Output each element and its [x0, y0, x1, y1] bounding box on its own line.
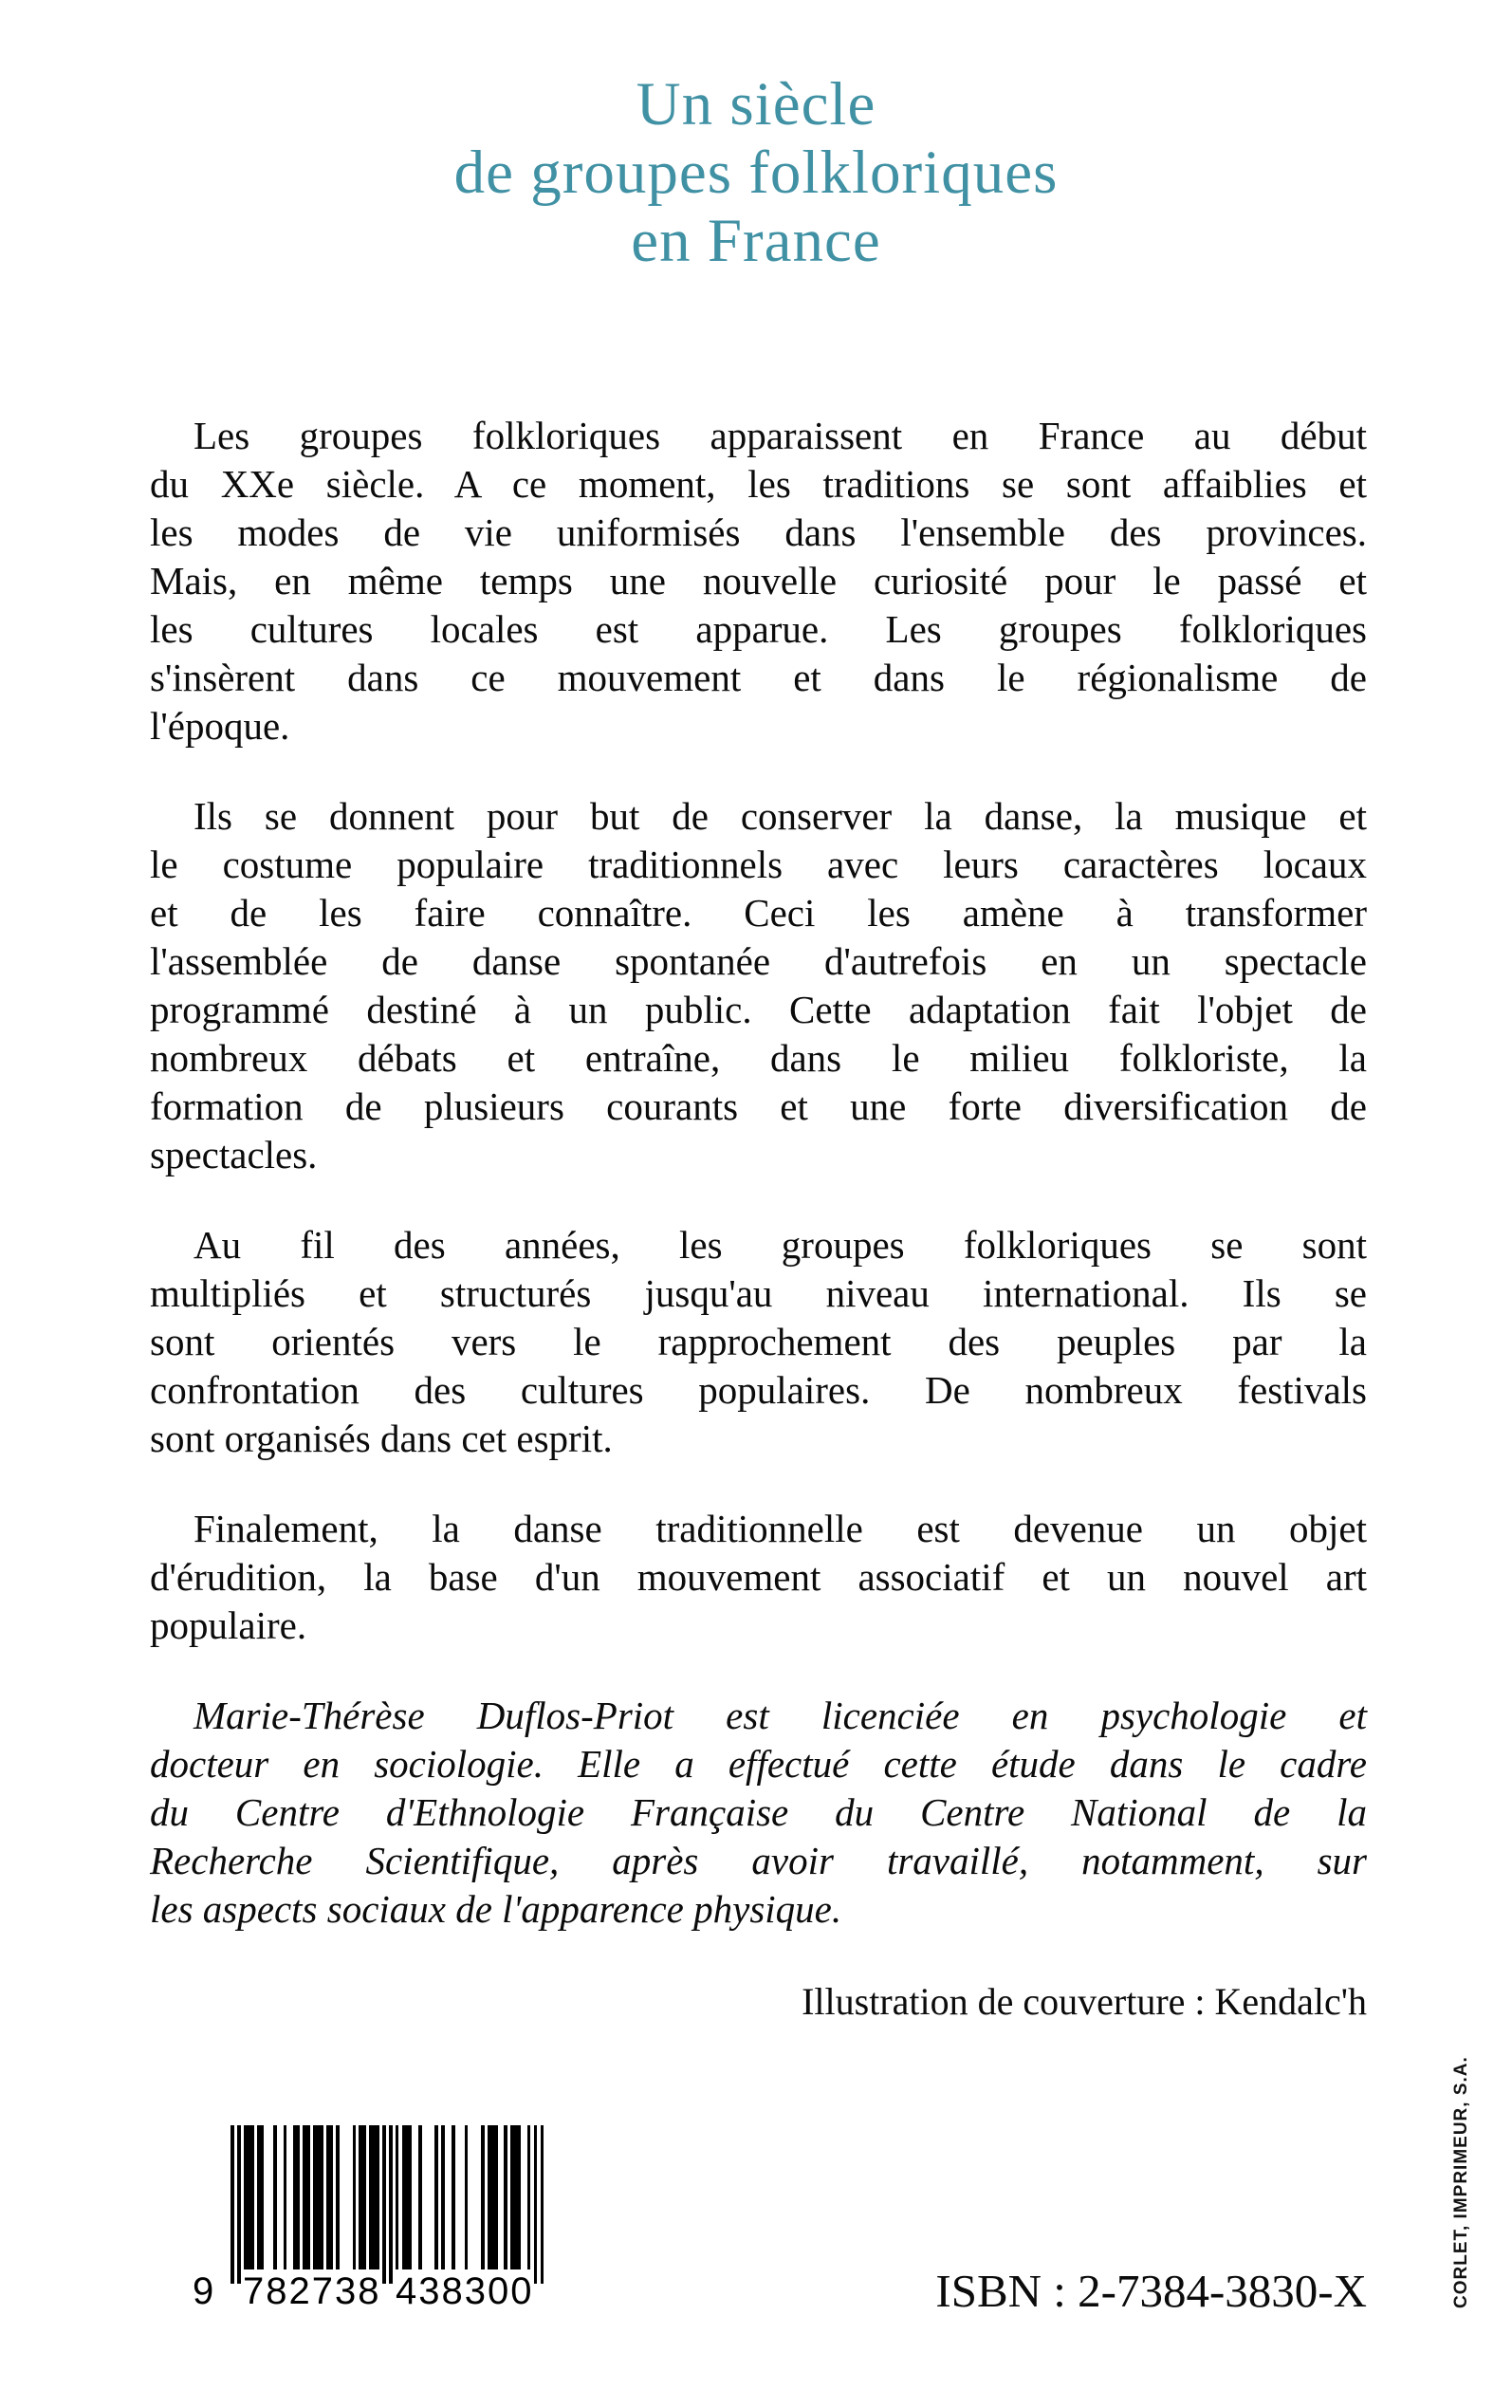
title-line-3: en France [631, 207, 881, 275]
text-line: Marie-Thérèse Duflos-Priot est licenciée en psychologie et [194, 1694, 1367, 1737]
barcode-bar [396, 2125, 399, 2269]
text-line: programmé destiné à un public. Cette adaptation fait l'objet de [150, 988, 1367, 1031]
paragraph [150, 1221, 1367, 1463]
text-line: du Centre d'Ethnologie Française du Centre National de la [150, 1790, 1367, 1834]
title-line-1: Un siècle [636, 70, 876, 139]
text-line: sont organisés dans cet esprit. [150, 1417, 613, 1460]
barcode-bar [527, 2125, 531, 2269]
text-line: formation de plusieurs courants et une forte diversification de [150, 1084, 1367, 1128]
text-line: Au fil des années, les groupes folkloriques se sont [194, 1223, 1367, 1267]
cover-illustration-credit: Illustration de couverture : Kendalc'h [802, 1980, 1367, 2023]
barcode-bar [260, 2125, 264, 2269]
text-line: et de les faire connaître. Ceci les amène à transformer [150, 891, 1367, 935]
text-line: spectacles. [150, 1133, 318, 1176]
barcode-bar [382, 2125, 386, 2284]
barcode-bar [329, 2125, 333, 2269]
isbn-label: ISBN : 2-7384-3830-X [935, 2265, 1367, 2317]
barcode-bar [250, 2125, 254, 2269]
barcode-bar [452, 2125, 455, 2269]
barcode-bar [336, 2125, 340, 2269]
text-line: les cultures locales est apparue. Les groupes folkloriques [150, 607, 1367, 651]
text-line: confrontation des cultures populaires. De nombreux festivals [150, 1368, 1367, 1412]
text-line: Mais, en même temps une nouvelle curiosité pour le passé et [150, 559, 1367, 602]
ean-barcode [193, 2125, 544, 2315]
barcode-bar [284, 2125, 287, 2269]
barcode-bar [434, 2125, 438, 2269]
text-line: Ils se donnent pour but de conserver la danse, la musique et [194, 794, 1367, 838]
text-line: s'insèrent dans ce mouvement et dans le régionalisme de [150, 656, 1367, 699]
barcode-bar [296, 2125, 300, 2269]
paragraph [150, 792, 1367, 1179]
text-line: docteur en sociologie. Elle a effectué cette étude dans le cadre [150, 1742, 1367, 1786]
barcode-bar [273, 2125, 277, 2269]
paragraph [150, 1692, 1367, 1934]
barcode-bar [541, 2125, 544, 2284]
text-line: le costume populaire traditionnels avec leurs caractères locaux [150, 843, 1367, 886]
text-line: multipliés et structurés jusqu'au niveau international. Ils se [150, 1271, 1367, 1315]
barcode-bar [517, 2125, 521, 2269]
text-line: l'époque. [150, 704, 290, 748]
barcode-bar [481, 2125, 485, 2269]
text-line: Finalement, la danse traditionnelle est devenue un objet [194, 1507, 1367, 1550]
barcode-bar [230, 2125, 234, 2284]
text-line: les aspects sociaux de l'apparence physique. [150, 1887, 842, 1931]
text-line: d'érudition, la base d'un mouvement associatif et un nouvel art [150, 1555, 1367, 1599]
text-line: sont orientés vers le rapprochement des peuples par la [150, 1320, 1367, 1363]
barcode-bar [362, 2125, 366, 2269]
text-line: l'assemblée de danse spontanée d'autrefois en un spectacle [150, 939, 1367, 983]
barcode-bar [353, 2125, 357, 2269]
barcode-bar [389, 2125, 393, 2284]
text-line: du XXe siècle. A ce moment, les traditions se sont affaiblies et [150, 462, 1367, 506]
barcode-bar [441, 2125, 445, 2269]
book-title [0, 70, 1512, 275]
barcode-bar [376, 2125, 379, 2269]
text-line: les modes de vie uniformisés dans l'ensemble des provinces. [150, 510, 1367, 554]
text-line: Recherche Scientifique, après avoir travaillé, notamment, sur [150, 1839, 1367, 1882]
barcode-bar [418, 2125, 422, 2269]
barcode-bar [409, 2125, 413, 2269]
paragraph [150, 412, 1367, 750]
back-cover-blurb [150, 412, 1367, 1975]
barcode-bar [504, 2125, 507, 2269]
printer-credit: CORLET, IMPRIMEUR, S.A. [1451, 2056, 1471, 2308]
text-line: Les groupes folkloriques apparaissent en France au début [194, 414, 1367, 457]
barcode-digit-group-right: 438300 [396, 2270, 534, 2312]
text-line: nombreux débats et entraîne, dans le milieu folkloriste, la [150, 1036, 1367, 1080]
barcode-bar [320, 2125, 323, 2269]
title-line-2: de groupes folkloriques [453, 139, 1059, 207]
barcode-bar [237, 2125, 241, 2284]
barcode-bar [534, 2125, 538, 2284]
barcode-bar [494, 2125, 498, 2269]
text-line: populaire. [150, 1603, 307, 1647]
barcode-bar [465, 2125, 469, 2269]
paragraph [150, 1505, 1367, 1650]
barcode-digit-first: 9 [193, 2270, 214, 2312]
barcode-digit-group-left: 782738 [243, 2270, 381, 2312]
barcode-bar [306, 2125, 310, 2269]
